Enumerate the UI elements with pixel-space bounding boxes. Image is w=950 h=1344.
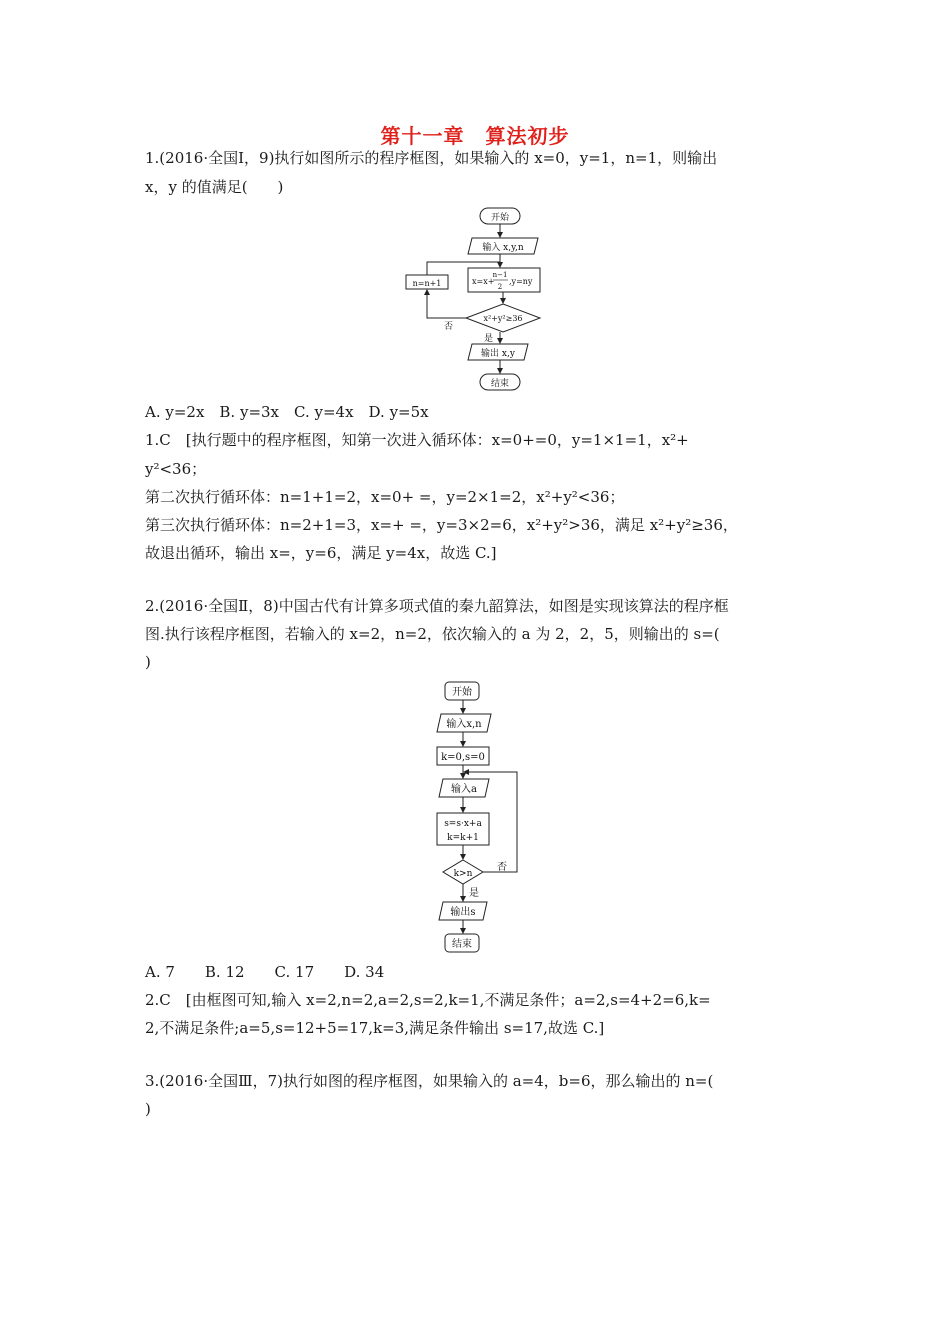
q1-stem-line-2: x，y 的值满足( )	[145, 178, 284, 196]
q1-answer-line-1: 1.C [执行题中的程序框图，知第一次进入循环体：x=0+=0，y=1×1=1，x²+	[145, 431, 689, 449]
q2-options: A. 7 B. 12 C. 17 D. 34	[145, 963, 385, 981]
q2-output-node: 输出s	[450, 907, 476, 918]
q1-condition-node: x²+y²≥36	[483, 314, 523, 323]
q2-stem-line-1: 2.(2016·全国Ⅱ，8)中国古代有计算多项式值的秦九韶算法，如图是实现该算法的程序框	[145, 597, 729, 615]
q1-frac-den: 2	[497, 283, 503, 291]
q2-condition-node: k>n	[453, 869, 473, 879]
q1-yes-label: 是	[484, 334, 494, 344]
q2-yes-label: 是	[469, 888, 479, 899]
q2-answer-line-1: 2.C [由框图可知,输入 x=2,n=2,a=2,s=2,k=1,不满足条件；a=2,s=4+2=6,k=	[145, 991, 711, 1009]
q1-stem-line-1: 1.(2016·全国Ⅰ，9)执行如图所示的程序框图，如果输入的 x=0，y=1，n=1，则输出	[145, 149, 718, 167]
q2-end-node: 结束	[452, 939, 472, 950]
q1-assign-x: x=x+	[472, 277, 495, 286]
q2-input-node: 输入x,n	[446, 719, 482, 730]
q3-stem-line-2: )	[145, 1100, 151, 1118]
q1-start-node: 开始	[490, 213, 510, 223]
q1-options: A. y=2x B. y=3x C. y=4x D. y=5x	[145, 403, 429, 421]
q1-input-node: 输入 x,y,n	[482, 243, 524, 253]
q2-init-node: k=0,s=0	[441, 752, 485, 763]
q1-end-node: 结束	[490, 379, 510, 389]
q1-no-label: 否	[444, 322, 454, 332]
q2-update-s: s=s·x+a	[444, 819, 482, 829]
q2-start-node: 开始	[452, 687, 472, 698]
q1-assign-y: ,y=ny	[509, 277, 533, 286]
q1-answer-line-5: 故退出循环，输出 x=，y=6，满足 y=4x，故选 C.]	[145, 544, 497, 562]
q2-stem-line-3: )	[145, 653, 151, 671]
q1-frac-num: n−1	[492, 271, 508, 279]
q2-answer-line-2: 2,不满足条件;a=5,s=12+5=17,k=3,满足条件输出 s=17,故选 C.]	[145, 1019, 605, 1037]
page-title: 第十一章 算法初步	[380, 124, 570, 148]
q2-stem-line-2: 图.执行该程序框图，若输入的 x=2，n=2，依次输入的 a 为 2，2，5，则输出的 s=(	[145, 625, 720, 643]
q2-flowchart	[425, 676, 535, 956]
q2-no-label: 否	[497, 862, 507, 873]
q2-input-a-node: 输入a	[451, 784, 477, 795]
q1-answer-line-4: 第三次执行循环体：n=2+1=3，x=+ =，y=3×2=6，x²+y²>36，满足 x²+y²≥36，	[145, 516, 738, 534]
q1-output-node: 输出 x,y	[481, 349, 515, 359]
q1-answer-line-3: 第二次执行循环体：n=1+1=2，x=0+ =，y=2×1=2，x²+y²<36；	[145, 488, 625, 506]
q1-flowchart	[400, 202, 550, 394]
q3-stem-line-1: 3.(2016·全国Ⅲ，7)执行如图的程序框图，如果输入的 a=4，b=6，那么输出的 n=(	[145, 1072, 714, 1090]
q1-increment-node: n=n+1	[412, 279, 442, 288]
q1-answer-line-2: y²<36；	[145, 460, 207, 478]
q2-update-k: k=k+1	[447, 833, 479, 843]
